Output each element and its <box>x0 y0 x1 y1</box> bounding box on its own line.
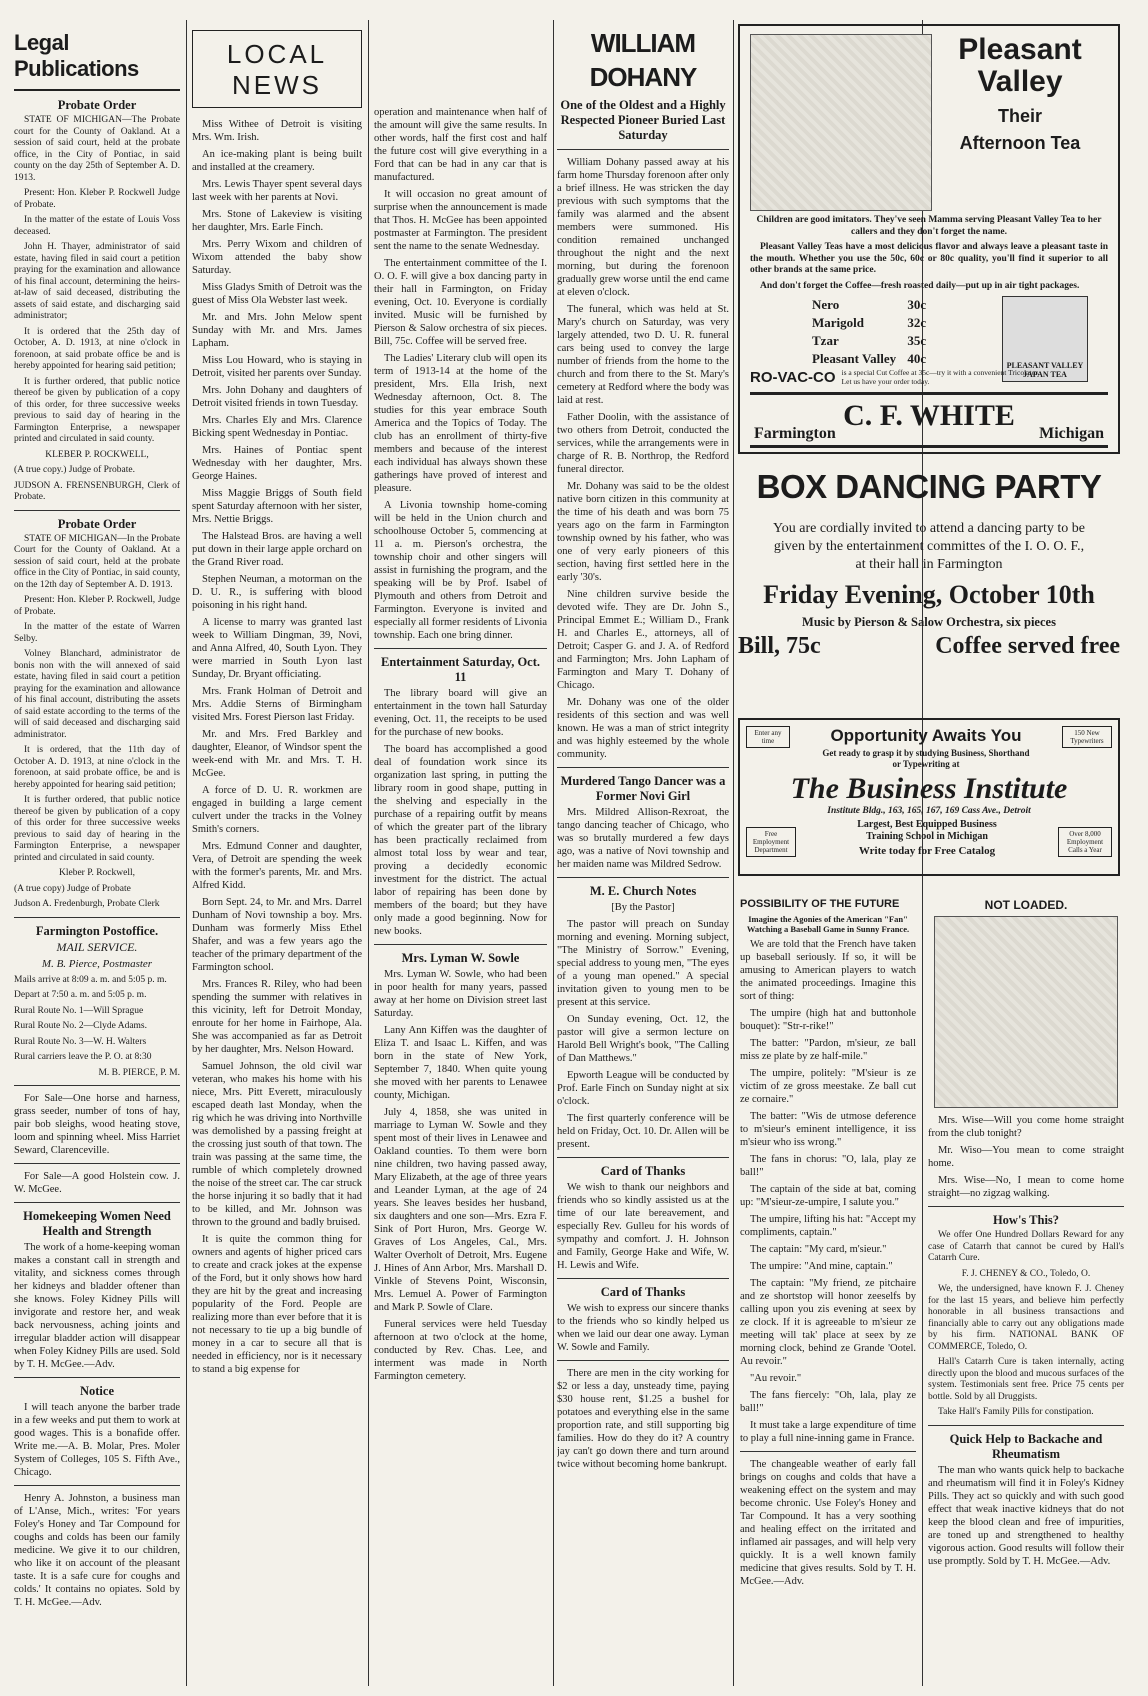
box-dancing-date: Friday Evening, October 10th <box>763 580 1095 609</box>
tea-price: 35c <box>907 333 927 348</box>
probate-text: STATE OF MICHIGAN—The Probate court for the County of Oakland. At a session of said court, held at the probate office, in the City of Pontiac, in said county on the day 25th of September A. D. 1913. <box>14 115 180 183</box>
probate-text: In the matter of the estate of Louis Voss deceased. <box>14 215 180 237</box>
postoffice-title: Farmington Postoffice. <box>35 923 159 938</box>
tea-price: 40c <box>907 351 927 366</box>
box-dancing-ad <box>738 468 1120 708</box>
sowle-text: Funeral services were held Tuesday afternoon at two o'clock at the home, conducted by Rev. Chas. Lee, and interment was made in North Farmington cemetery. <box>374 1319 547 1382</box>
dohany-title: WILLIAM DOHANY <box>589 28 697 92</box>
price-row <box>810 296 930 314</box>
news-item: operation and maintenance when half of the amount will give the same results. In other words, half the first cost and half the future cost will give everything in a Ford that can be had in any car that is manufactured. <box>374 107 547 183</box>
local-item: Samuel Johnson, the old civil war veteran, who makes his home with his niece, Mrs. Pitt Everett, miraculously escaped death last Monday, when the rig which he was driving into Northville was demolished by a passing freight at the crossing just south of that town. The train was passing at the same time, the rumble of which completely drowned the noise of the street car. The car struck the horse injuring it so badly that it had to be killed, and Mr. Johnson was thrown to the ground and badly bruised. <box>192 1061 362 1228</box>
tea-title-3: Their <box>997 106 1042 126</box>
card-of-thanks-text: We wish to express our sincere thanks to the friends who so kindly helped us when we laid our dear one away. Lyman W. Sowle and Family. <box>557 1303 729 1353</box>
card-of-thanks-title: Card of Thanks <box>600 1164 686 1178</box>
box-dancing-body: You are cordially invited to attend a dancing party to be given by the entertainment committes of the I. O. O. F., at their hall in Farmington <box>773 521 1085 572</box>
notice-title: Notice <box>79 1384 114 1398</box>
future-text: The umpire, politely: "M'sieur is ze victim of ze gross meestake. Ze ball cut ze cornaire." <box>740 1068 916 1105</box>
opportunity-sub: Get ready to grasp it by studying Business, Shorthand or Typewriting at <box>822 748 1030 769</box>
probate-text: It is further ordered, that public notice thereof be given by publication of a copy of this order, for three successive weeks previous to said day of hearing in the Farmington Enterprise, a newspaper printed and circulated in said county. <box>14 376 180 444</box>
local-item: Mr. and Mrs. John Melow spent Sunday with Mr. and Mrs. James Lapham. <box>192 312 362 349</box>
cartoon-caption: Mrs. Wise—No, I mean to come home straight—no zigzag walking. <box>928 1175 1124 1199</box>
tea-body: Children are good imitators. They've seen Mamma serving Pleasant Valley Tea to her callers and they don't forget the name. <box>756 215 1102 237</box>
mail-line: Rural Route No. 3—W. H. Walters <box>14 1036 147 1047</box>
tea-price: 32c <box>907 315 927 330</box>
probate-order-title: Probate Order <box>57 516 137 531</box>
future-text: The captain: "My card, m'sieur." <box>750 1244 887 1255</box>
backache-text: The man who wants quick help to backache and rheumatism will find it in Foley's Kidney Pills. They act so quickly and with such good effect that weak inactive kidneys that do not keep the blood clean and free of impurities, are toned up and strengthened to healthy vigorous action. Good results will follow their use promptly. Sold by T. H. McGee.—Adv. <box>928 1464 1124 1567</box>
future-text: The umpire, lifting his hat: "Accept my compliments, captain." <box>740 1214 916 1238</box>
enter-any-time-tag: Enter any time <box>746 726 790 748</box>
probate-text: Volney Blanchard, administrator de bonis non with the will annexed of said estate, having filed in said court a petition praying for the examination and allowance of his final account, distributing the assets of said estate according to the terms of the will of said deceased and discharging said administrator. <box>14 649 180 740</box>
box-dancing-title: BOX DANCING PARTY <box>756 468 1102 505</box>
dohany-text: Mr. Dohany was one of the older residents of this section and was well known. He was a man of strict integrity and was highly esteemed by the whole community. <box>557 697 729 760</box>
hows-this-title: How's This? <box>992 1213 1060 1227</box>
catalog-callout: Write today for Free Catalog <box>858 845 996 857</box>
homekeeping-text: The work of a home-keeping woman makes a constant call in strength and vitality, and sickness comes through her kidneys and bladder oftener than she knows. Foley Kidney Pills will invigorate and restore her, and weak back nervousness, aching joints and irregular bladder action will disappear when Foley Kidney Pills are used. Sold by T. H. McGee.—Adv. <box>14 1242 180 1370</box>
probate-text: John H. Thayer, administrator of said estate, having filed in said court a petition praying for the examination and allowance of his final account, determining the heirs-at-law of said deceased, distributing the assets of said estate, and discharging said administrator; <box>14 242 180 321</box>
cartoon-caption: Mr. Wiso—You mean to come straight home. <box>928 1145 1124 1169</box>
store-town: Farmington <box>754 425 836 442</box>
cartoon-title: NOT LOADED. <box>984 898 1068 912</box>
probate-text: (A true copy.) Judge of Probate. <box>14 465 136 475</box>
tea-body: And don't forget the Coffee—fresh roasted daily—put up in air tight packages. <box>760 280 1080 291</box>
local-item: Mrs. Frank Holman of Detroit and Mrs. Addie Sterns of Birmingham visited Mrs. Forest Pierson last Friday. <box>192 686 362 723</box>
tea-title-4: Afternoon Tea <box>959 133 1081 153</box>
dohany-text: Nine children survive beside the devoted wife. They are Dr. John S., Principal Emmet E.; William D., Frank H. and Charles E., attorneys, all of Detroit; Casper G. and J. A. of Redford and Farmington; Mrs. John Lapham of Farmington and Mary T. Dohany of Chicago. <box>557 589 729 691</box>
tea-price: 30c <box>907 297 927 312</box>
business-institute-logo: The Business Institute <box>790 772 1068 805</box>
opportunity-headline: Opportunity Awaits You <box>830 726 1022 745</box>
probate-signature: Kleber P. Rockwell, <box>59 868 135 878</box>
probate-signature: KLEBER P. ROCKWELL, <box>45 449 149 460</box>
for-sale-ad: For Sale—A good Holstein cow. J. W. McGee. <box>14 1171 180 1195</box>
probate-text: (A true copy) Judge of Probate <box>14 883 131 894</box>
probate-order-title: Probate Order <box>57 98 137 112</box>
mail-line: M. B. PIERCE, P. M. <box>98 1067 180 1078</box>
probate-text: Present: Hon. Kleber P. Rockwell Judge of Probate. <box>14 188 180 210</box>
employment-calls-tag: Over 8,000 Employment Calls a Year <box>1058 827 1112 857</box>
future-text: The batter: "Wis de utmose deference to m'sieur's eminent intelligence, it iss m'sieur who iss wrong." <box>740 1111 916 1148</box>
church-title: M. E. Church Notes <box>589 884 697 898</box>
notice-text: I will teach anyone the barber trade in a few weeks and put them to work at good wages. This is a bonafide offer. Write me.—A. B. Molar, Pres. Moler System of Colleges, 105 S. Fifth Ave., Chicago. <box>14 1402 180 1478</box>
column-rule <box>553 20 554 1686</box>
news-item: It will occasion no great amount of surprise when the announcement is made that Thos. H. McGee has been appointed postmaster at Farmington. The president sent the name to the senate Wednesday. <box>374 189 547 252</box>
tea-ad <box>738 24 1120 454</box>
store-name: C. F. WHITE <box>843 399 1015 432</box>
future-text: "Au revoir." <box>750 1373 802 1384</box>
box-dancing-coffee: Coffee served free <box>935 633 1120 659</box>
local-item: Stephen Neuman, a motorman on the D. U. R., is suffering with blood poisoning in his right hand. <box>192 574 362 611</box>
local-item: It is quite the common thing for owners and agents of higher priced cars to create and crack jokes at the expense of the Ford, but it only shows how hard they are hit by the great and increasing popularity of the Ford. People are realizing more than ever before that it is not necessary to tie up a big bundle of money in a car to secure all that is needed in efficiency, nor is it necessary to stand a big expense for <box>192 1234 362 1375</box>
johnston-ad: Henry A. Johnston, a business man of L'Anse, Mich., writes: 'For years Foley's Honey and Tar Compound for coughs and colds has been our family medicine. We give it to our children, who like it on account of the pleasant taste. It is a safe cure for coughs and colds.' It contains no opiates. Sold by T. H. McGee.—Adv. <box>14 1493 180 1608</box>
local-item: Miss Gladys Smith of Detroit was the guest of Miss Ola Webster last week. <box>192 282 362 306</box>
tango-text: Mrs. Mildred Allison-Rexroat, the tango dancing teacher of Chicago, who was so brutally murdered a few days ago, was a native of Novi township and her maiden name was Mildred Sedrow. <box>557 807 729 870</box>
future-text: The batter: "Pardon, m'sieur, ze ball miss ze plate by ze half-mile." <box>740 1038 916 1062</box>
probate-text: In the matter of the estate of Warren Selby. <box>14 622 180 644</box>
mail-line: Rural carriers leave the P. O. at 8:30 <box>14 1052 152 1062</box>
hows-this-text: F. J. CHENEY & CO., Toledo, O. <box>961 1268 1091 1279</box>
price-row <box>810 350 930 368</box>
news-column-6 <box>740 894 916 1686</box>
local-item: Miss Withee of Detroit is visiting Mrs. Wm. Irish. <box>192 119 362 143</box>
tango-title: Murdered Tango Dancer was a Former Novi Girl <box>560 774 726 803</box>
cartoon-caption: Mrs. Wise—Will you come home straight from the club tonight? <box>928 1115 1124 1139</box>
column-rule <box>186 20 187 1686</box>
tea-title-1: Pleasant <box>958 33 1082 66</box>
sowle-text: Lany Ann Kiffen was the daughter of Eliza T. and Isaac L. Kiffen, and was born in the state of New York, September 7, 1840. When quite young she moved with her parents to Lenawee county, Michigan. <box>374 1025 547 1101</box>
future-text: The fans fiercely: "Oh, lala, play ze ball!" <box>740 1390 916 1414</box>
local-item: Mrs. Lewis Thayer spent several days last week with her parents at Novi. <box>192 179 362 203</box>
mail-line: Rural Route No. 2—Clyde Adams. <box>14 1021 147 1031</box>
sowle-text: July 4, 1858, she was united in marriage to Lyman W. Sowle and they spent most of their lives in Lenawee and Oakland counties. To them were born nine children, two having passed away, Mary Elizabeth, at the age of three years and Leander Lyman, at the age of 24 years. She leaves besides her husband, six daughters and one son—Mrs. Ezra F. Sink of Port Huron, Mrs. George W. Graves of Los Angeles, Cal., Mrs. Walter Overholt of Detroit, Mrs. Eugene J. Hines of Ann Arbor, Mrs. Marshall D. Vinkle of Stevens Point, Wisconsin, Mrs. Lemuel A. Power of Farmington and Mark P. Sowle of Clare. <box>374 1107 547 1313</box>
workers-item: There are men in the city working for $2 or less a day, unsteady time, paying $30 house rent, $1.25 a bushel for potatoes and everything else in the same proportion rate, and still supporting big families. How do they do it? A country jay can't go down there and turn around twice without becoming home bankrupt. <box>557 1368 729 1470</box>
hows-this-text: We offer One Hundred Dollars Reward for any case of Catarrh that cannot be cured by Hall's Catarrh Cure. <box>928 1230 1124 1263</box>
church-text: Epworth League will be conducted by Prof. Earle Finch on Sunday night at six o'clock. <box>557 1070 729 1107</box>
institute-address: Institute Bldg., 163, 165, 167, 169 Cass Ave., Detroit <box>827 806 1031 816</box>
local-item: Mrs. John Dohany and daughters of Detroit visited friends in town Tuesday. <box>192 385 362 409</box>
local-item: An ice-making plant is being built and installed at the creamery. <box>192 149 362 173</box>
dohany-text: The funeral, which was held at St. Mary's church on Saturday, was very largely attended, two D. U. R. funeral cars being used to convey the large number of friends from the home to the church and from there to the St. Mary's cemetery at Redford where the body was laid at rest. <box>557 304 729 406</box>
price-row <box>810 314 930 332</box>
local-item: Mrs. Stone of Lakeview is visiting her daughter, Mrs. Earle Finch. <box>192 209 362 233</box>
news-column-3 <box>374 106 547 1686</box>
probate-text: It is further ordered, that public notice thereof be given by publication of a copy of this order for three successive weeks previous to said day of hearing in the Farmington Enterprise, a newspaper printed and circulated in said county. <box>14 795 180 863</box>
tea-body: Pleasant Valley Teas have a most delicious flavor and always leave a pleasant taste in the mouth. Whether you use the 50c, 60c or 80c quality, you'll find it superior to all other brands at the same price. <box>750 242 1108 275</box>
sowle-text: Mrs. Lyman W. Sowle, who had been in poor health for many years, passed away at her home on Division street last Saturday. <box>374 969 547 1019</box>
rovaco-label: RO-VAC-CO <box>750 368 836 386</box>
news-column-4 <box>557 26 729 1686</box>
news-column-7 <box>928 894 1124 1686</box>
entertainment-text: The library board will give an entertainment in the town hall Saturday evening, Oct. 11, the receipts to be used for the purchase of new books. <box>374 688 547 738</box>
postmaster: M. B. Pierce, Postmaster <box>41 957 153 970</box>
local-item: A force of D. U. R. workmen are engaged in building a large cement culvert under the tracks in the Volney Smith's corners. <box>192 785 362 835</box>
legal-column <box>14 30 180 1686</box>
future-sub: Imagine the Agonies of the American "Fan" Watching a Baseball Game in Sunny France. <box>746 914 910 934</box>
future-text: The captain of the side at bat, coming up: "M'sieur-ze-umpire, I salute you." <box>740 1184 916 1208</box>
future-text: The fans in chorus: "O, lala, play ze ball!" <box>740 1154 916 1178</box>
hows-this-text: We, the undersigned, have known F. J. Cheney for the last 15 years, and believe him perfectly honorable in all business transactions and financially able to carry out any obligations made by his firm. NATIONAL BANK OF COMMERCE, Toledo, O. <box>928 1284 1124 1352</box>
local-item: Mr. and Mrs. Fred Barkley and daughter, Eleanor, of Windsor spent the week-end with Mr. and Mrs. T. H. McGee. <box>192 729 362 779</box>
mail-line: Rural Route No. 1—Will Sprague <box>14 1005 144 1016</box>
homekeeping-title: Homekeeping Women Need Health and Strength <box>23 1209 171 1238</box>
news-item: The Ladies' Literary club will open its term of 1913-14 at the home of the president, Mrs. Ella Irish, next Wednesday afternoon, Oct. 8. The studies for this year embrace South America and the Topics of Today. The club has an enrollment of thirty-five members and because of the interest each individual has always shown these gatherings have proved of interest and pleasure. <box>374 353 547 494</box>
local-item: The Halstead Bros. are having a well put down in their large apple orchard on the Grand River road. <box>192 531 362 568</box>
local-item: Miss Maggie Briggs of South field spent Saturday afternoon with her sister, Mrs. Nettie Briggs. <box>192 488 362 525</box>
rovaco-note: is a special Cut Coffee at 35c—try it with a convenient Tricolator. Let us have your order today. <box>841 368 1040 386</box>
church-text: The pastor will preach on Sunday morning and evening. Morning subject, "The Ministry of Sorrow." Evening, special address to young men, "The eyes of a young man opened." A special invitation given to young men to be present at this service. <box>557 919 729 1008</box>
local-news-column <box>192 30 362 1686</box>
probate-text: Present: Hon. Kleber P. Rockwell, Judge of Probate. <box>14 595 180 617</box>
local-news-header: LOCAL NEWS <box>226 39 328 100</box>
dohany-subtitle: One of the Oldest and a Highly Respected Pioneer Buried Last Saturday <box>560 98 726 142</box>
store-state: Michigan <box>1039 425 1104 442</box>
local-item: Born Sept. 24, to Mr. and Mrs. Darrel Dunham of Novi township a boy. Mrs. Dunham was formerly Miss Ethel Shafer, and was a few years ago the teacher of the primary department of the Farmington school. <box>192 897 362 973</box>
local-item: Miss Lou Howard, who is staying in Detroit, visited her parents over Sunday. <box>192 355 362 379</box>
sowle-title: Mrs. Lyman W. Sowle <box>401 951 520 965</box>
tea-name: Pleasant Valley <box>812 351 897 366</box>
local-item: Mrs. Edmund Conner and daughter, Vera, of Detroit are spending the week with the former's parents, Mr. and Mrs. Alfred Kidd. <box>192 841 362 891</box>
tea-name: Marigold <box>812 315 864 330</box>
entertainment-title: Entertainment Saturday, Oct. 11 <box>380 655 541 684</box>
card-of-thanks-title: Card of Thanks <box>600 1285 686 1299</box>
couple-cartoon-illustration <box>934 916 1118 1108</box>
probate-text: It is ordered, that the 11th day of October A. D. 1913, at nine o'clock in the forenoon, at said probate office, be and is hereby appointed for hearing said petition; <box>14 745 180 790</box>
local-item: Mrs. Haines of Pontiac spent Wednesday with her daughter, Mrs. George Haines. <box>192 445 362 482</box>
probate-text: JUDSON A. FRENSENBURGH, Clerk of Probate. <box>14 480 180 502</box>
entertainment-text: The board has accomplished a good deal of foundation work since its organization last spring, in putting the library room in good shape, putting in the shelving and especially in the purchase of a repairing outfit by means of which the greater part of the library has been practically reclaimed from almost total loss by wear and tear, proving a decidedly economic investment for the district. The actual labor of repairing has been done by members of the board; but they have only made a good beginning. Now for new books. <box>374 744 547 937</box>
changeable-weather-item: The changeable weather of early fall brings on coughs and colds that have a weakening effect on the system and may become chronic. Use Foley's Honey and Tar Compound. It has a very soothing and healing effect on the irritated and inflamed air passages, and will help very quickly. It is a well known family medicine that gives results. Sold by T. H. McGee.—Adv. <box>740 1459 916 1587</box>
dohany-text: William Dohany passed away at his farm home Thursday forenoon after only a brief illness. He was stricken the day previous with such symptoms that the family was alarmed and the absent members were summoned. His condition remained unchanged throughout the night and the next morning, but during the forenoon gradually grew worse until the end came at eleven o'clock. <box>557 157 729 298</box>
hows-this-text: Take Hall's Family Pills for constipation. <box>938 1407 1094 1417</box>
column-rule <box>733 20 734 1686</box>
future-text: The umpire: "And mine, captain." <box>750 1261 893 1272</box>
local-item: Mrs. Perry Wixom and children of Wixom attended the baby show Saturday. <box>192 239 362 276</box>
church-byline: [By the Pastor] <box>611 902 675 913</box>
tea-tin-label: PLEASANT VALLEY JAPAN TEA <box>1006 361 1084 379</box>
mail-line: Depart at 7:50 a. m. and 5:05 p. m. <box>14 990 147 1000</box>
column-rule <box>368 20 369 1686</box>
business-institute-ad <box>738 718 1120 876</box>
local-item: Mrs. Frances R. Riley, who had been spending the summer with relatives in this vicinity, left for Detroit Monday, enroute for her home in Fairhope, Ala. She was accompanied as far as Detroit by her daughter, Mrs. Nelson Howard. <box>192 979 362 1055</box>
probate-text: STATE OF MICHIGAN—In the Probate Court for the County of Oakland. At a session of said court, held at the probate office in the City of Pontiac, in said county, on the 12th day of September A. D. 1913. <box>14 533 180 590</box>
price-row <box>810 332 930 350</box>
hows-this-text: Hall's Catarrh Cure is taken internally, acting directly upon the blood and mucous surfaces of the system. Testimonials sent free. Price 75 cents per bottle. Sold by all Druggists. <box>928 1357 1124 1402</box>
dohany-text: Mr. Dohany was said to be the oldest native born citizen in this community at the time of his death and was born 75 years ago on the farm in Farmington township owned by his father, who was one of very early pioneers of this section, having first settled here in the early '30's. <box>557 481 729 583</box>
children-tea-illustration <box>750 34 932 211</box>
box-dancing-music: Music by Pierson & Salow Orchestra, six pieces <box>802 615 1056 629</box>
church-text: On Sunday evening, Oct. 12, the pastor will give a sermon lecture on Harold Bell Wright's book, "The Calling of Dan Matthews." <box>557 1014 729 1064</box>
mail-line: Mails arrive at 8:09 a. m. and 5:05 p. m. <box>14 974 167 985</box>
tea-name: Tzar <box>812 333 839 348</box>
mail-service-title: MAIL SERVICE. <box>56 939 138 954</box>
future-title: POSSIBILITY OF THE FUTURE <box>740 898 900 910</box>
future-text: The umpire (high hat and buttonhole bouquet): "Str-r-rike!" <box>740 1008 916 1032</box>
church-text: The first quarterly conference will be held on Friday, Oct. 10. Dr. Allen will be present. <box>557 1113 729 1150</box>
tea-title-2: Valley <box>977 65 1063 98</box>
future-text: It must take a large expenditure of time to play a full nine-inning game in France. <box>740 1420 916 1444</box>
probate-text: It is ordered that the 25th day of October, A. D. 1913, at nine o'clock in forenoon, at said probate office be and is hereby appointed for hearing said petition; <box>14 326 180 371</box>
local-news-header-box <box>192 30 362 108</box>
news-item: A Livonia township home-coming will be held in the Union church and schoolhouse October 5, commencing at 11 a. m. Pierson's orchestra, the township choir and other singers will assist in furnishing the program, and the speaking will be by Prof. Isabel of Plymouth and others from Detroit and Farmington. Everyone is invited and especially all former residents of Livonia township. Each one bring dinner. <box>374 500 547 641</box>
news-item: The entertainment committee of the I. O. O. F. will give a box dancing party in their hall in Farmington, on Friday evening, Oct. 10. Everyone is cordially invited. Music will be furnished by Pierson & Salow orchestra of six pieces. Bill, 75c. Coffee will be served free. <box>374 258 547 347</box>
local-item: Mrs. Charles Ely and Mrs. Clarence Bicking spent Wednesday in Pontiac. <box>192 415 362 439</box>
dohany-text: Father Doolin, with the assistance of two others from Detroit, conducted the services, while the arrangements were in charge of R. B. Northrop, the Redford funeral director. <box>557 412 729 475</box>
free-employment-tag: Free Employment Department <box>746 827 796 857</box>
probate-text: Judson A. Fredenburgh, Probate Clerk <box>14 899 160 909</box>
institute-largest: Largest, Best Equipped Business Training School in Michigan <box>857 819 997 842</box>
tea-name: Nero <box>812 297 840 312</box>
for-sale-ad: For Sale—One horse and harness, grass seeder, number of tons of hay, pair bob sleighs, wood heating stove, loom and spinning wheel. Miss Harriet Seward, Clarenceville. <box>14 1093 180 1156</box>
typewriters-tag: 150 New Typewriters <box>1062 726 1112 748</box>
box-dancing-bill: Bill, 75c <box>738 633 821 659</box>
future-text: The captain: "My friend, ze pitchaire and ze shortstop will honor zeeselfs by calling upon you zis evening at seex by ze clock. If it is agreeable to m'sieur ze meeting will tak' place at seex by ze morning clock, behind ze Grande 'Ootel. Au revoir." <box>740 1278 916 1367</box>
card-of-thanks-text: We wish to thank our neighbors and friends who so kindly assisted us at the time of our late bereavement, and especially Rev. Gulleu for his words of sympathy and comfort. J. H. Johnson and Family, George Hake and Wife, W. H. Lewis and Wife. <box>557 1182 729 1271</box>
backache-title: Quick Help to Backache and Rheumatism <box>949 1431 1103 1461</box>
tea-price-table <box>810 296 930 368</box>
future-text: We are told that the French have taken up baseball seriously. If so, it will be amusing to American players to watch the animated proceedings. Imagine this sort of thing: <box>740 939 916 1002</box>
legal-header: Legal Publications <box>14 30 139 81</box>
local-item: A license to marry was granted last week to William Dingman, 39, Novi, and Anna Alfred, 40, South Lyon. They were married in South Lyon last Sunday, Dr. Bryant officiating. <box>192 617 362 680</box>
